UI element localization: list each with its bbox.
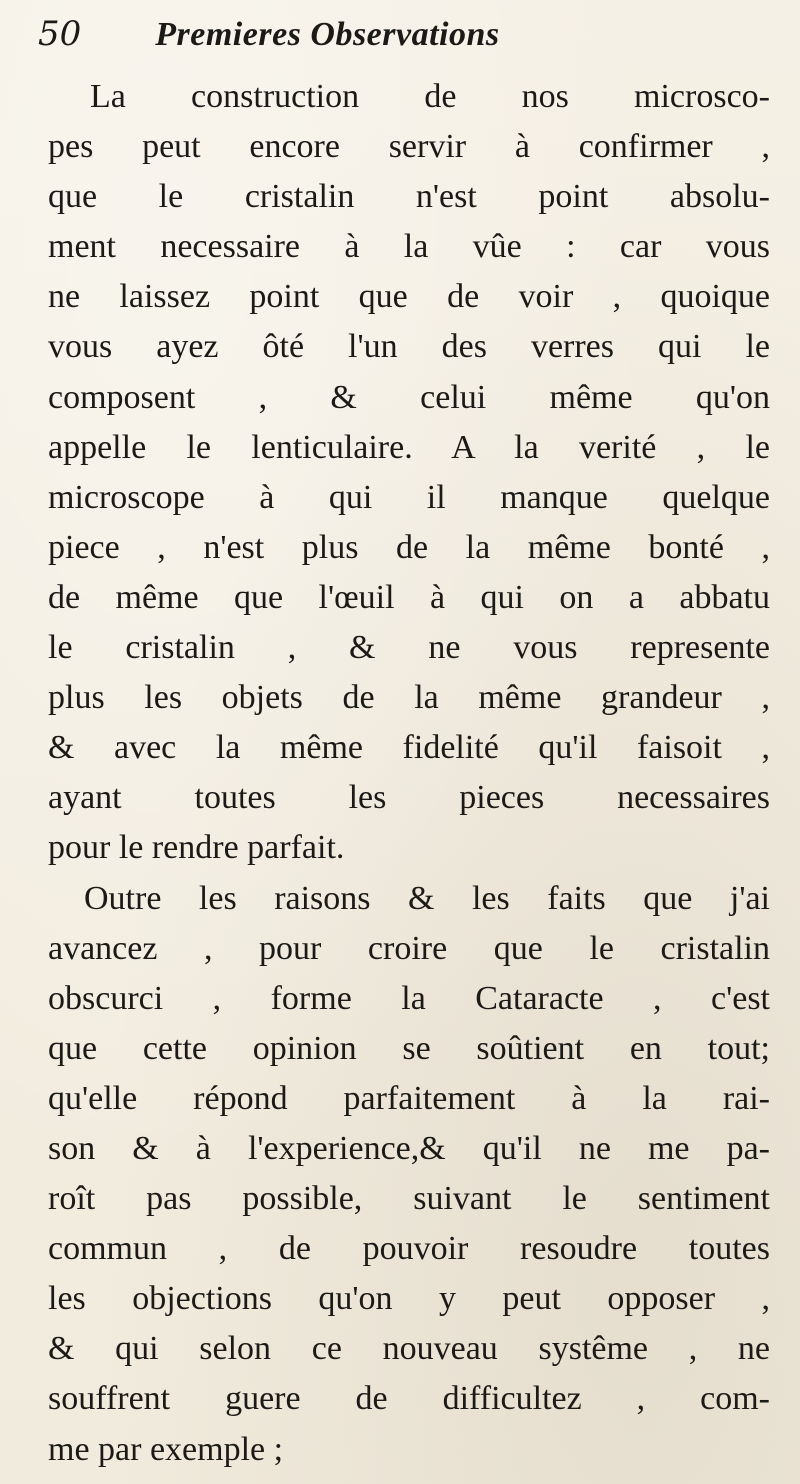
text-line: appelle le lenticulaire. A la verité , le — [48, 428, 770, 466]
text-line: qu'elle répond parfaitement à la rai- — [48, 1079, 770, 1117]
text-line: pour le rendre parfait. — [48, 829, 345, 867]
text-line: Outre les raisons & les faits que j'ai — [84, 879, 770, 917]
text-line: vous ayez ôté l'un des verres qui le — [48, 328, 770, 366]
text-line: me par exemple ; — [48, 1430, 284, 1468]
text-line: que cette opinion se soûtient en tout; — [48, 1029, 770, 1067]
paragraph-2 — [48, 874, 770, 1475]
text-line: microscope à qui il manque quelque — [48, 478, 770, 516]
text-line: & qui selon ce nouveau systême , ne — [48, 1330, 770, 1368]
page-header — [38, 14, 778, 70]
text-line: son & à l'experience,& qu'il ne me pa- — [48, 1129, 770, 1167]
text-line: roît pas possible, suivant le sentiment — [48, 1180, 770, 1218]
body-text — [48, 72, 770, 1475]
running-title: Premieres Observations — [155, 16, 500, 53]
page-number: 50 — [38, 14, 82, 54]
text-line: piece , n'est plus de la même bonté , — [48, 528, 770, 566]
text-line: ne laissez point que de voir , quoique — [48, 278, 770, 316]
text-line: le cristalin , & ne vous represente — [48, 629, 770, 667]
text-line: composent , & celui même qu'on — [48, 378, 770, 416]
text-line: commun , de pouvoir resoudre toutes — [48, 1230, 770, 1268]
text-line: de même que l'œuil à qui on a abbatu — [48, 578, 770, 616]
text-line: pes peut encore servir à confirmer , — [48, 128, 770, 166]
text-line: plus les objets de la même grandeur , — [48, 679, 770, 717]
text-line: souffrent guere de difficultez , com- — [48, 1380, 770, 1418]
text-line: les objections qu'on y peut opposer , — [48, 1280, 770, 1318]
text-line: & avec la même fidelité qu'il faisoit , — [48, 729, 770, 767]
text-line: La construction de nos microsco- — [90, 78, 770, 115]
text-line: ayant toutes les pieces necessaires — [48, 779, 770, 817]
text-line: avancez , pour croire que le cristalin — [48, 929, 770, 967]
text-line: obscurci , forme la Cataracte , c'est — [48, 979, 770, 1017]
text-line: ment necessaire à la vûe : car vous — [48, 228, 770, 266]
paragraph-1 — [48, 72, 770, 874]
text-line: que le cristalin n'est point absolu- — [48, 178, 770, 216]
